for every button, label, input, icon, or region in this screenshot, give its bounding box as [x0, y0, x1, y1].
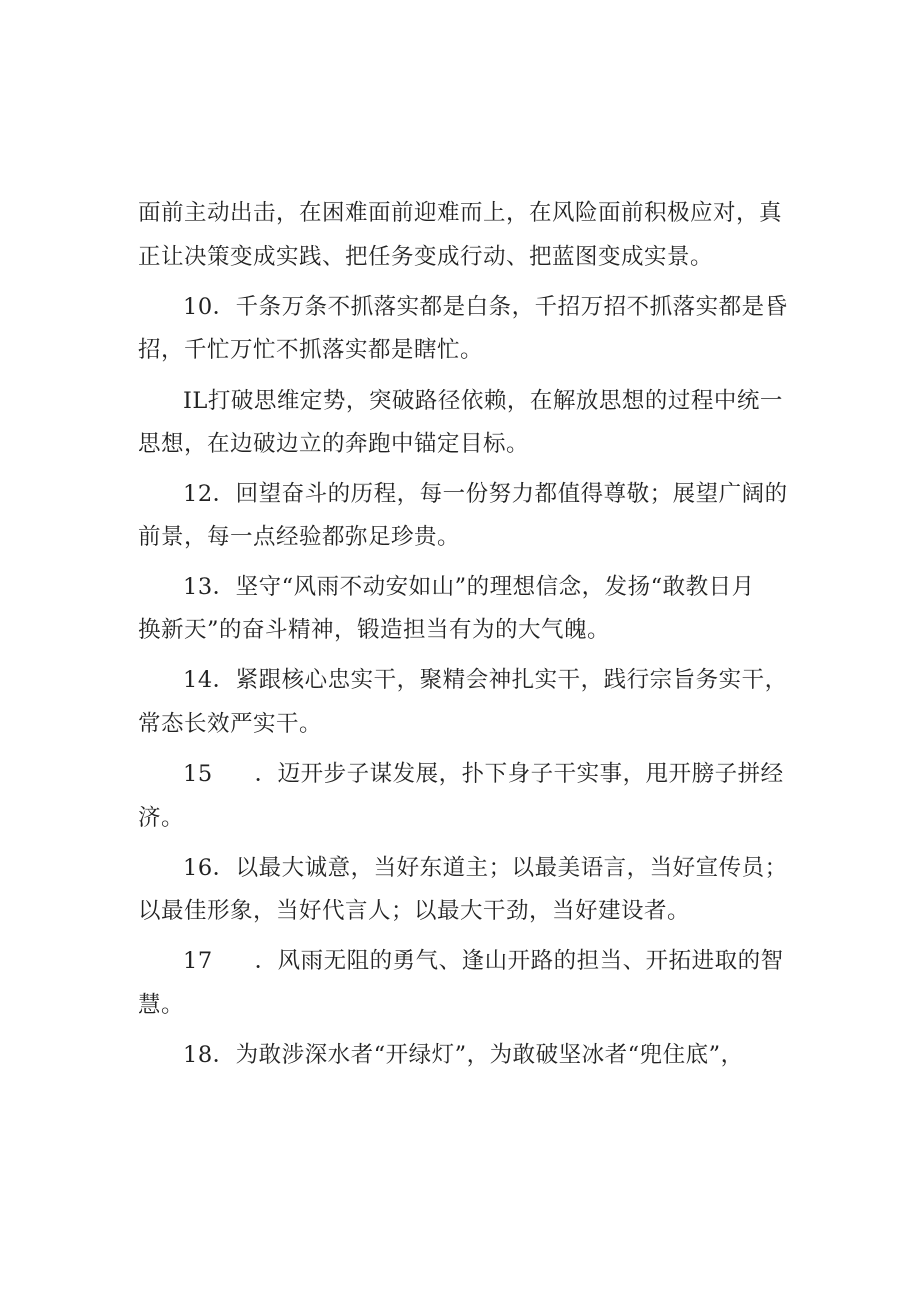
item-15-line-2: 济。	[138, 805, 185, 831]
item-15-line-1	[183, 759, 784, 789]
item-17-text: ．风雨无阻的勇气、逢山开路的担当、开拓进取的智	[254, 948, 784, 974]
continuation-line-2: 正让决策变成实践、把任务变成行动、把蓝图变成实景。	[138, 244, 714, 270]
item-17-line-1	[183, 946, 784, 976]
item-18-line-1: 18．为敢涉深水者“开绿灯”，为敢破坚冰者“兜住底”，	[183, 1042, 744, 1068]
item-13-line-1: 13．坚守“风雨不动安如山”的理想信念，发扬“敢教日月	[183, 574, 755, 600]
item-12-line-1: 12．回望奋斗的历程，每一份努力都值得尊敬；展望广阔的	[183, 481, 788, 507]
item-11-line-2: 思想，在边破边立的奔跑中锚定目标。	[138, 431, 530, 457]
item-17-number: 17	[183, 948, 213, 974]
item-17-line-2: 慧。	[138, 992, 185, 1018]
item-14-line-2: 常态长效严实干。	[138, 711, 323, 737]
item-10-line-2: 招，千忙万忙不抓落实都是瞎忙。	[138, 337, 484, 363]
item-15-text: ．迈开步子谋发展，扑下身子干实事，甩开膀子拼经	[254, 761, 784, 787]
continuation-line-1: 面前主动出击，在困难面前迎难而上，在风险面前积极应对，真	[138, 200, 783, 226]
item-10-line-1: 10．千条万条不抓落实都是白条，千招万招不抓落实都是昏	[183, 294, 788, 320]
item-15-number: 15	[183, 761, 213, 787]
item-14-line-1: 14．紧跟核心忠实干，聚精会神扎实干，践行宗旨务实干，	[183, 667, 788, 693]
item-16-line-1: 16．以最大诚意，当好东道主；以最美语言，当好宣传员；	[183, 855, 788, 881]
item-13-line-2: 换新天”的奋斗精神，锻造担当有为的大气魄。	[138, 617, 611, 643]
item-12-line-2: 前景，每一点经验都弥足珍贵。	[138, 524, 461, 550]
item-11-line-1: IL打破思维定势，突破路径依赖，在解放思想的过程中统一	[183, 388, 783, 414]
item-16-line-2: 以最佳形象，当好代言人；以最大干劲，当好建设者。	[138, 898, 691, 924]
